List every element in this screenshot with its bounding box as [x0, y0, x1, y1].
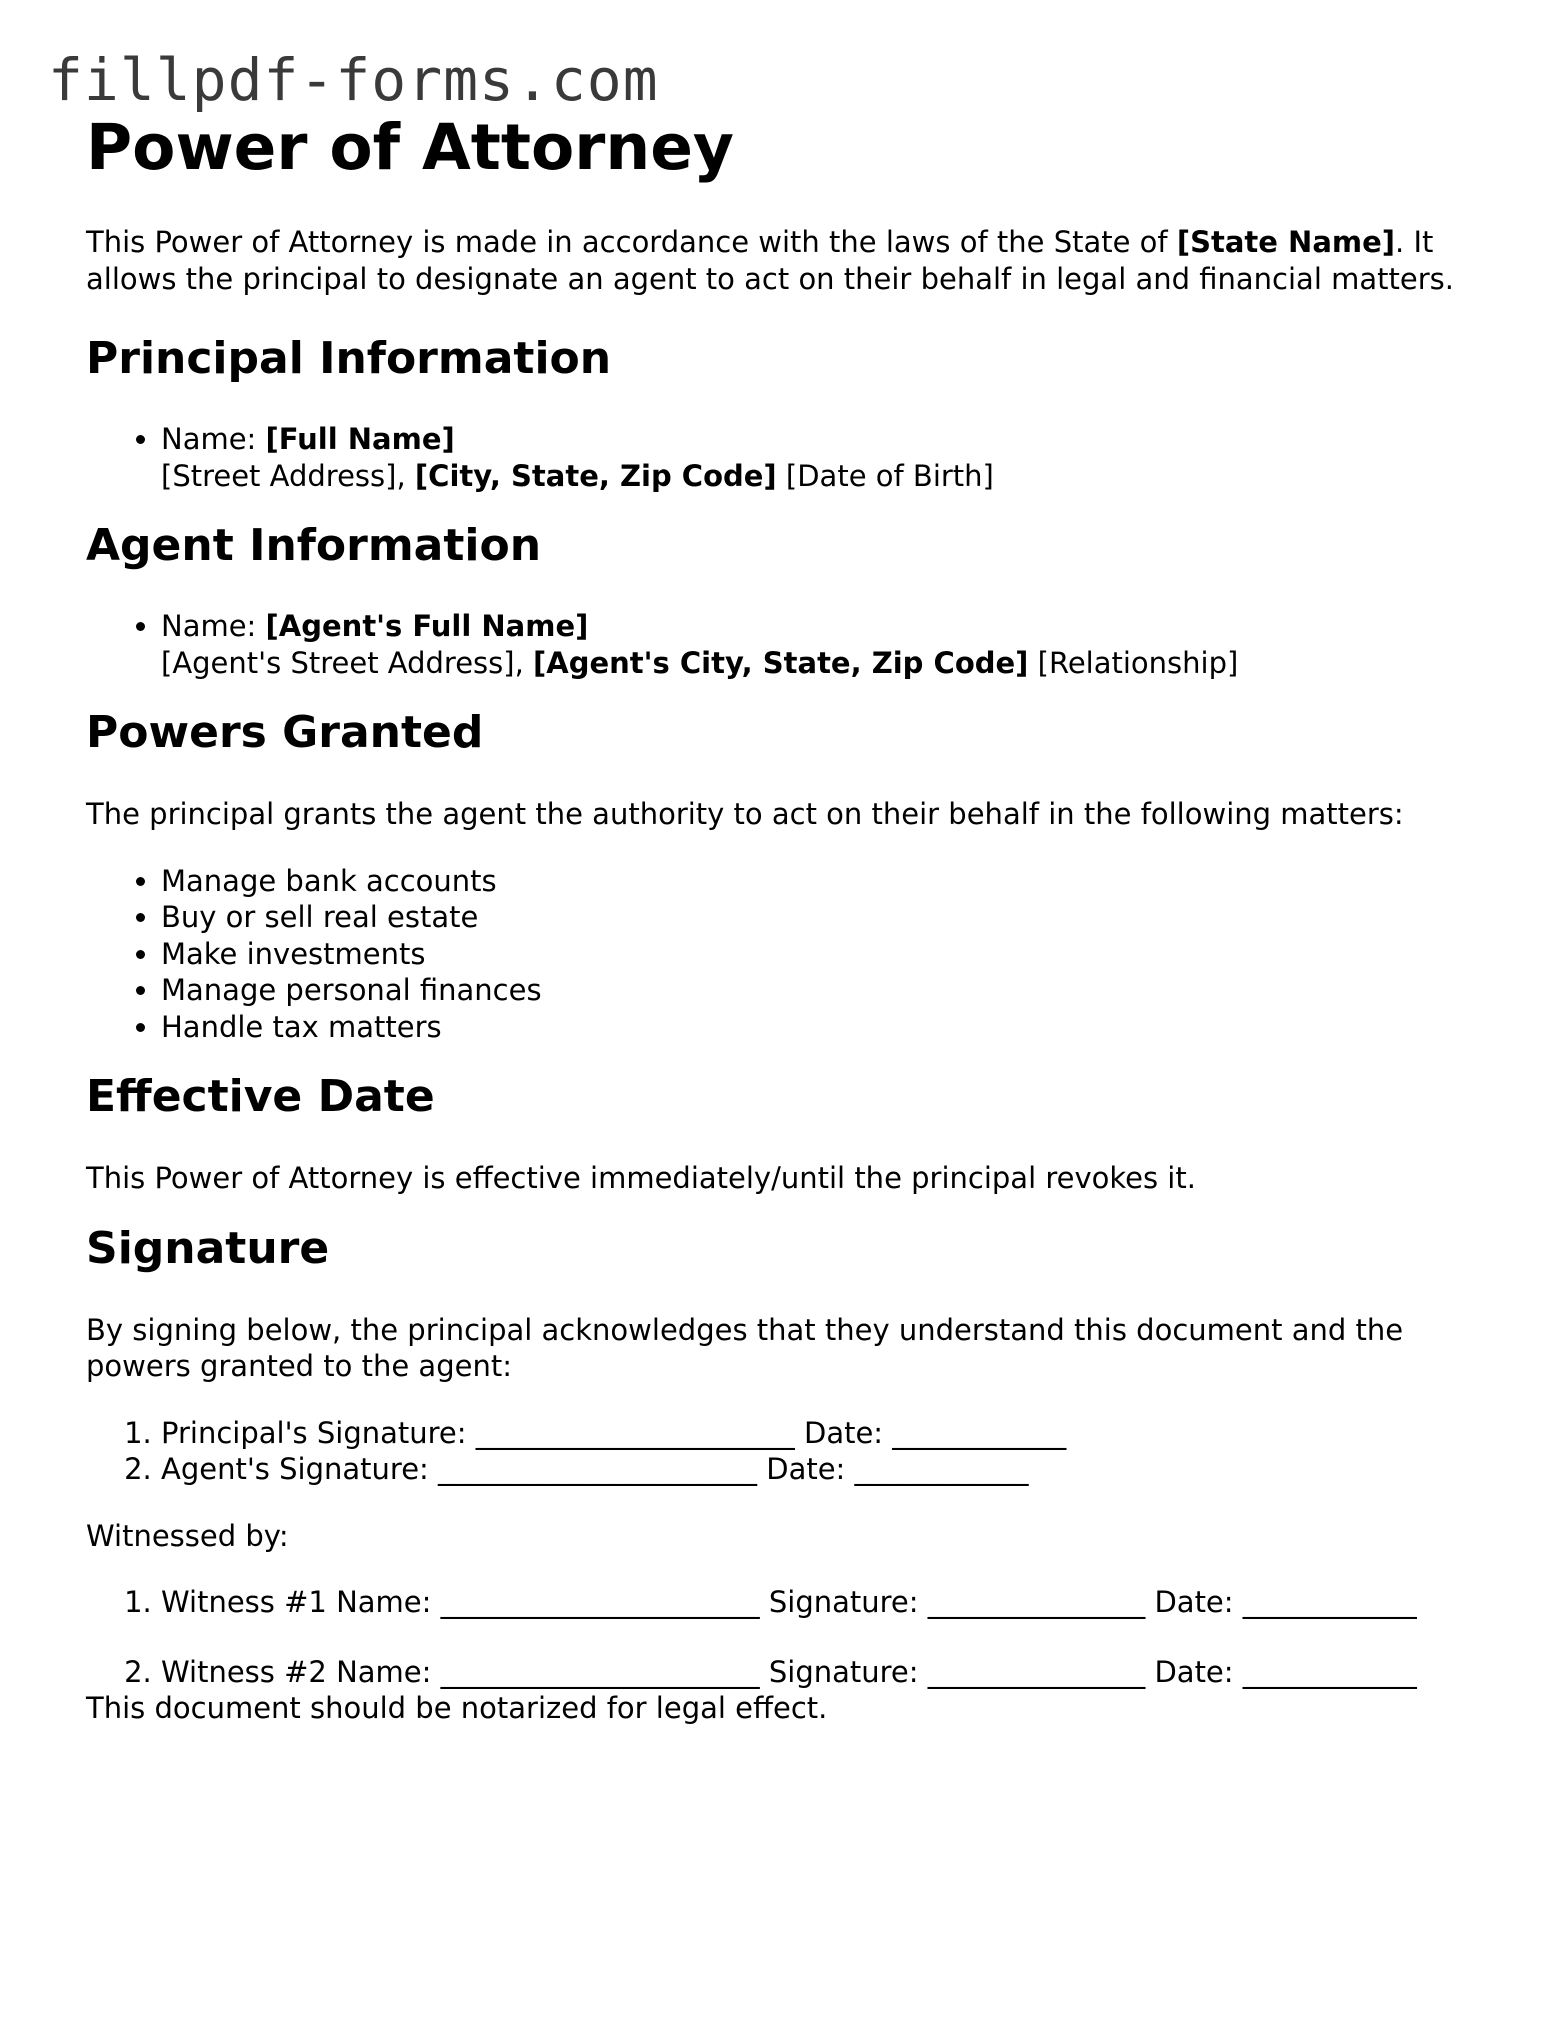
witness-1-line: 1. Witness #1 Name: ______________________ Signature: _______________ Date: ____________ — [161, 1584, 1486, 1621]
principal-city: [City, State, Zip Code] — [414, 458, 777, 493]
principal-name-label: Name: — [161, 422, 266, 456]
agent-heading: Agent Information — [86, 520, 542, 571]
power-item: • Manage bank accounts — [161, 863, 1486, 900]
principal-signature-line: 1. Principal's Signature: ______________________ Date: ____________ — [161, 1415, 1486, 1452]
signature-text: By signing below, the principal acknowledges that they understand this document and the powers granted to the agent: — [86, 1312, 1404, 1383]
witness-2-line: 2. Witness #2 Name: ______________________ Signature: _______________ Date: ____________ — [161, 1654, 1486, 1691]
document-title: Power of Attorney — [86, 111, 734, 184]
agent-relationship: [Relationship] — [1028, 645, 1239, 680]
notarization-note: This document should be notarized for legal effect. — [86, 1691, 828, 1725]
effective-text: This Power of Attorney is effective immediately/until the principal revokes it. — [86, 1161, 1196, 1195]
principal-list — [86, 421, 1486, 494]
agent-signature-line: 2. Agent's Signature: ______________________ Date: ____________ — [161, 1451, 1486, 1488]
agent-name-label: Name: — [161, 609, 266, 643]
agent-street: [Agent's Street Address], — [161, 645, 534, 680]
power-item: • Manage personal finances — [161, 972, 1486, 1009]
power-item: • Handle tax matters — [161, 1009, 1486, 1046]
agent-item — [161, 608, 1486, 681]
intro-text-after: . It allows the principal to designate an agent to act on their behalf in legal and financial matters. — [86, 225, 1454, 296]
power-item: • Make investments — [161, 936, 1486, 973]
principal-dob: [Date of Birth] — [776, 458, 994, 493]
effective-heading: Effective Date — [86, 1071, 435, 1122]
agent-list — [86, 608, 1486, 681]
signature-lines — [86, 1415, 1486, 1488]
state-name-placeholder: [State Name] — [1176, 225, 1396, 259]
principal-name-value: [Full Name] — [265, 422, 455, 456]
document-page — [86, 108, 1486, 1727]
principal-item — [161, 421, 1486, 494]
powers-heading: Powers Granted — [86, 707, 484, 758]
intro-text-before: This Power of Attorney is made in accordance with the laws of the State of — [86, 225, 1177, 259]
power-item: • Buy or sell real estate — [161, 899, 1486, 936]
witness-lines — [86, 1584, 1486, 1690]
agent-city: [Agent's City, State, Zip Code] — [533, 645, 1029, 680]
powers-text: The principal grants the agent the authority to act on their behalf in the following matters: — [86, 797, 1404, 831]
witnessed-by-label: Witnessed by: — [86, 1518, 289, 1553]
principal-heading: Principal Information — [86, 333, 612, 384]
watermark: fillpdf-forms.com — [48, 46, 659, 114]
powers-list — [86, 863, 1486, 1046]
intro-paragraph — [86, 224, 1486, 297]
principal-street: [Street Address], — [161, 458, 415, 493]
signature-heading: Signature — [86, 1222, 330, 1274]
agent-name-value: [Agent's Full Name] — [265, 609, 589, 643]
